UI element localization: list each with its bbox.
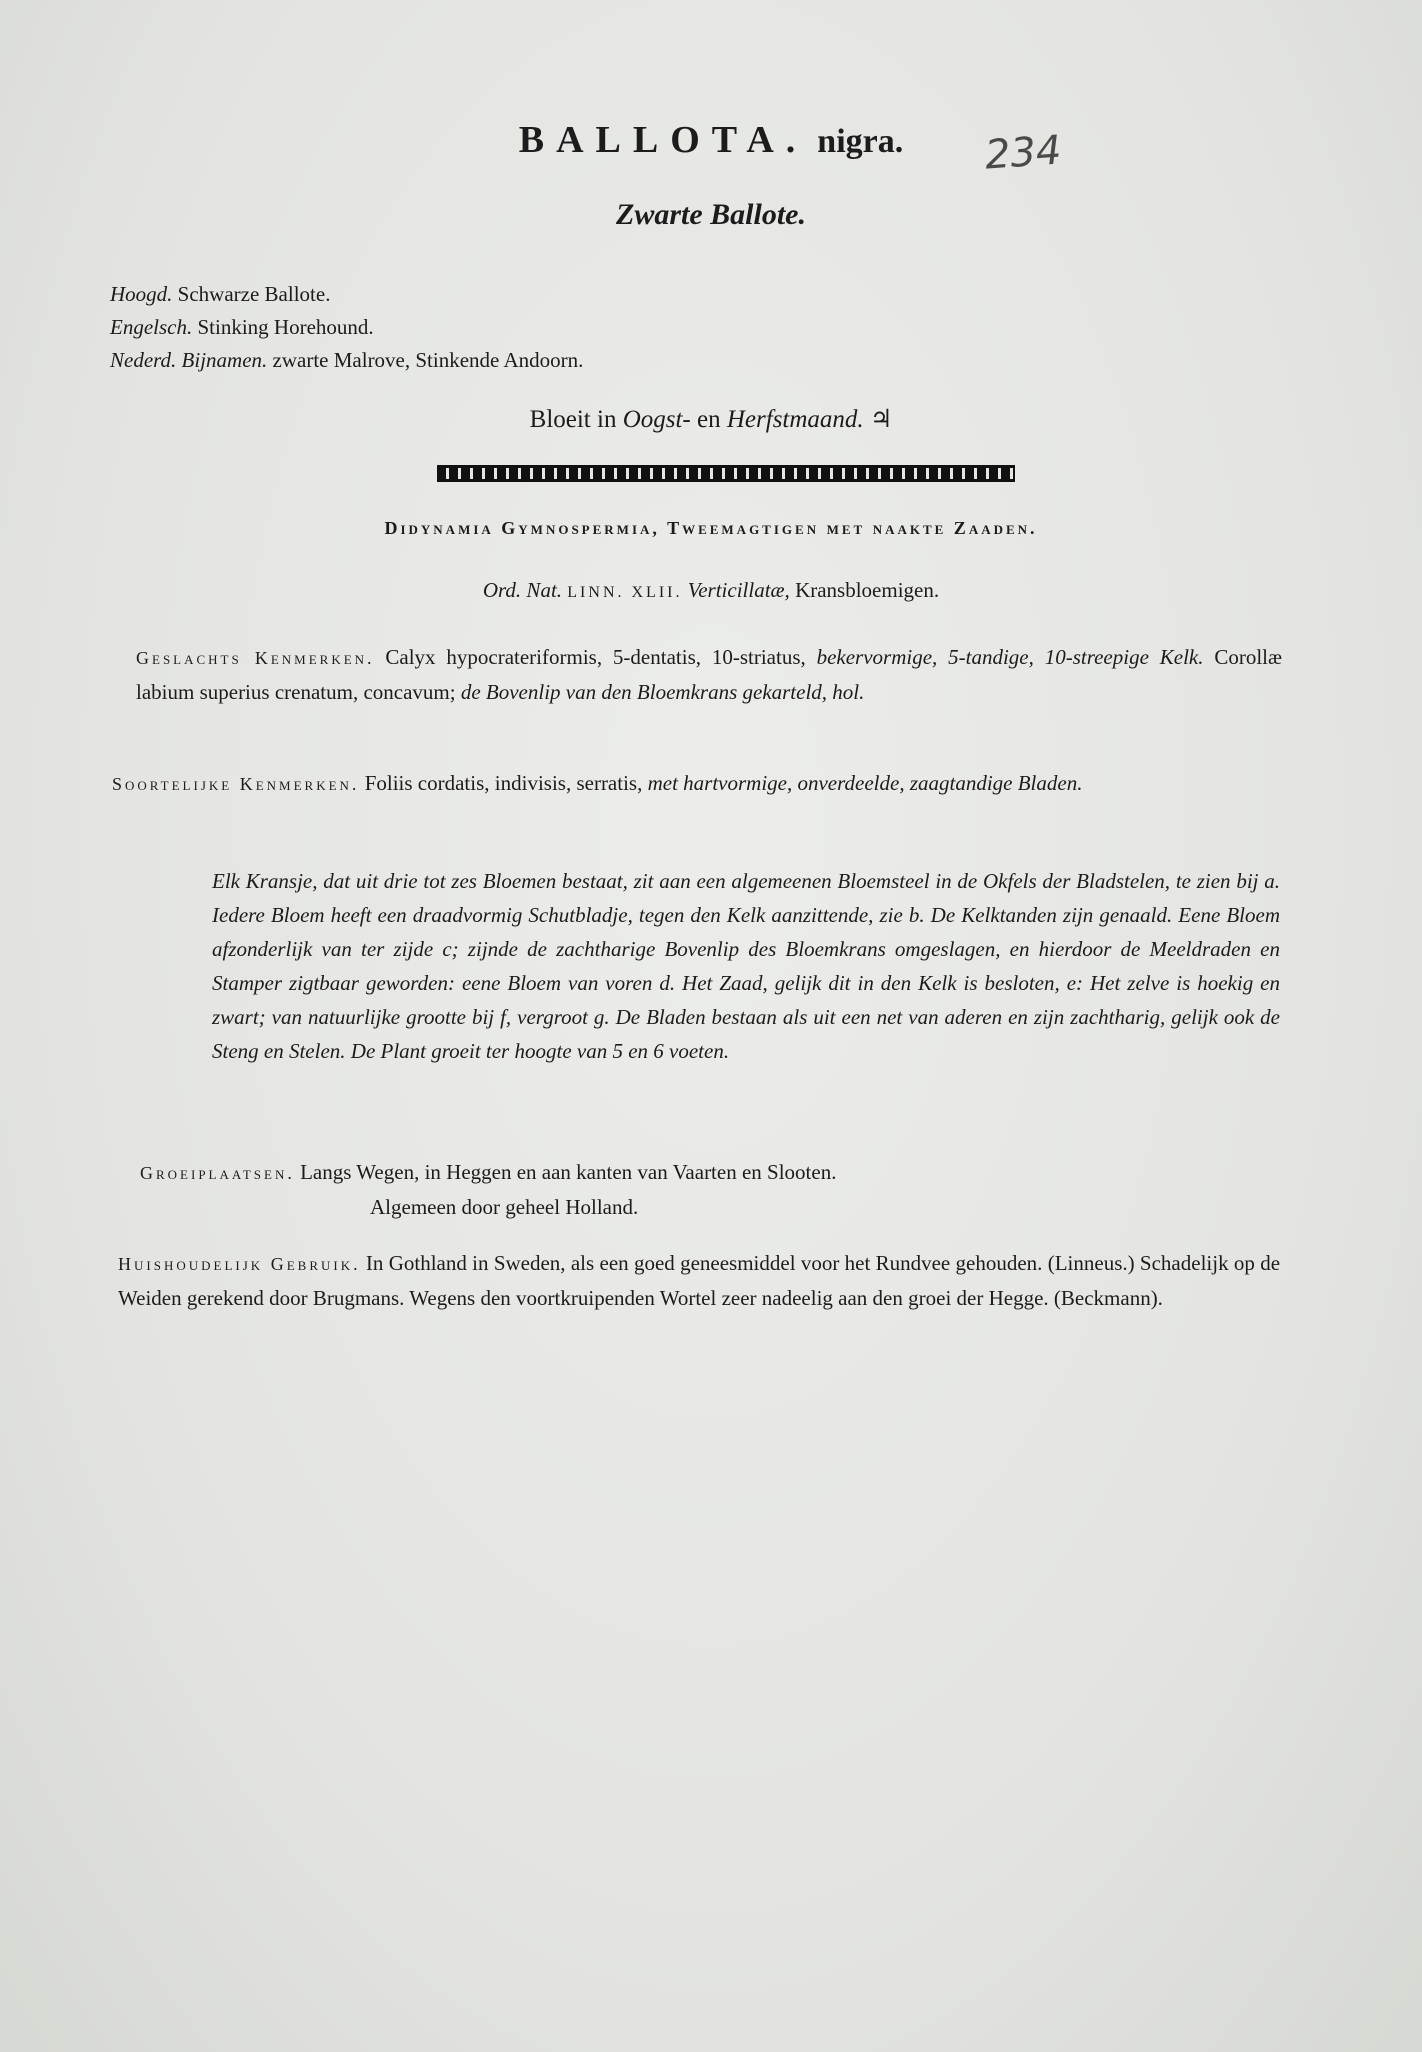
natural-order: Ord. Nat. LINN. XLII. Verticillatæ, Kransbloemigen. [482,578,940,602]
ornamental-rule [437,465,1015,482]
flowering-time: Bloeit in Oogst- en Herfstmaand. ♃ [529,406,893,433]
species-characters: Soortelijke Kenmerken. Foliis cordatis, indivisis, serratis, met hartvormige, onverdeelde, zaagtandige Bladen. [112,771,1083,795]
perennial-symbol: ♃ [869,406,893,433]
plate-description: Elk Kransje, dat uit drie tot zes Bloemen bestaat, zit aan een algemeenen Bloemsteel in de Okfels der Bladstelen, te zien bij a. Iedere Bloem heeft een draadvormig Schutbladje, tegen den Kelk aanzittende, zie b. De Kelktanden zijn genaald. Eene Bloem afzonderlijk van ter zijde c; zijnde de zachtharige Bovenlip des Bloemkrans omgeslagen, en hierdoor de Meeldraden en Stamper zigtbaar geworden: eene Bloem van voren d. Het Zaad, gelijk dit in den Kelk is besloten, e: Het zelve is hoekig en zwart; van natuurlijke grootte bij f, vergroot g. De Bladen bestaan als uit een net van aderen en zijn zachtharig, gelijk ook de Steng en Stelen. De Plant groeit ter hoogte van 5 en 6 voeten. [212,869,1280,1063]
habitat: Groeiplaatsen. Langs Wegen, in Heggen en aan kanten van Vaarten en Slooten. Algemeen door geheel Holland. [140,1160,837,1219]
household-use: Huishoudelijk Gebruik. In Gothland in Sweden, als een goed geneesmiddel voor het Rundvee gehouden. (Linneus.) Schadelijk op de Weiden gerekend door Brugmans. Wegens den voortkruipenden Wortel zeer nadeelig aan den groei der Hegge. (Beckmann). [118,1251,1281,1310]
vernacular-names [110,278,810,377]
vernacular-english: Engelsch. Stinking Horehound. [110,315,374,339]
page-title [0,118,1422,162]
handwritten-plate-number: 234 [983,127,1063,179]
vernacular-german: Hoogd. Schwarze Ballote. [110,282,331,306]
species-name: nigra. [817,123,904,160]
genus-characters: Geslachts Kenmerken. Calyx hypocrateriformis, 5-dentatis, 10-striatus, bekervormige, 5-tandige, 10-streepige Kelk. Corollæ labium superius crenatum, concavum; de Bovenlip van den Bloemkrans gekarteld, hol. [136,645,1283,704]
vernacular-dutch: Nederd. Bijnamen. zwarte Malrove, Stinkende Andoorn. [110,348,584,372]
linnaean-class: Didynamia Gymnospermia, Tweemagtigen met naakte Zaaden. [384,518,1038,538]
dutch-name: Zwarte Ballote. [616,198,806,231]
genus-name: BALLOTA. [518,119,808,161]
